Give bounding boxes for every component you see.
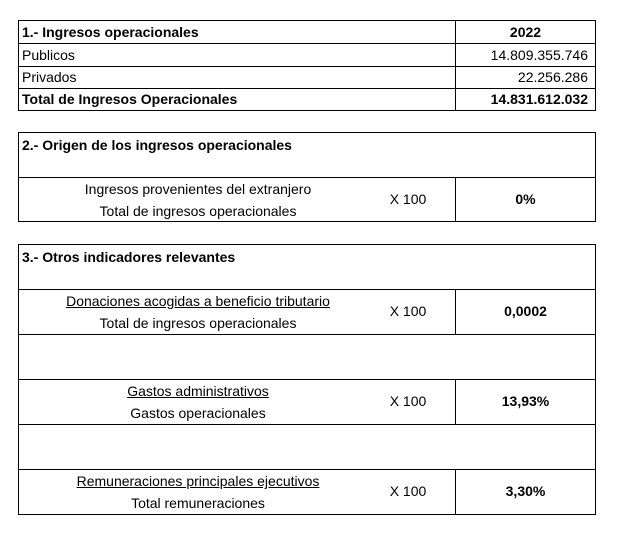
donaciones-value: 0,0002	[504, 303, 547, 319]
total-label: Total de Ingresos Operacionales	[22, 91, 238, 107]
remuneraciones-multiplier: X 100	[389, 483, 427, 499]
indicadores-table-row-divider	[18, 334, 596, 335]
row-label-publicos: Publicos	[22, 47, 75, 63]
indicadores-title: 3.- Otros indicadores relevantes	[22, 249, 236, 265]
donaciones-numerator	[18, 290, 378, 312]
gastos-numerator	[18, 380, 378, 402]
origen-denominator: Total de ingresos operacionales	[99, 203, 297, 219]
gastos-value: 13,93%	[501, 393, 550, 409]
remuneraciones-value: 3,30%	[505, 483, 546, 499]
row-value-publicos: 14.809.355.746	[490, 47, 588, 63]
remuneraciones-numerator-text: Remuneraciones principales ejecutivos	[76, 473, 320, 489]
origen-value: 0%	[515, 191, 536, 207]
row-value-privados: 22.256.286	[517, 69, 588, 85]
gastos-denominator: Gastos operacionales	[130, 405, 266, 421]
origen-title: 2.- Origen de los ingresos operacionales	[22, 137, 292, 153]
donaciones-numerator-text: Donaciones acogidas a beneficio tributario	[66, 293, 330, 309]
indicadores-table-row-divider	[18, 424, 596, 425]
origen-numerator: Ingresos provenientes del extranjero	[84, 181, 312, 197]
origen-multiplier: X 100	[389, 191, 427, 207]
gastos-multiplier: X 100	[389, 393, 427, 409]
donaciones-denominator: Total de ingresos operacionales	[99, 315, 297, 331]
year-header: 2022	[509, 24, 542, 40]
donaciones-multiplier: X 100	[389, 303, 427, 319]
remuneraciones-denominator: Total remuneraciones	[131, 495, 265, 511]
total-value: 14.831.612.032	[490, 91, 588, 107]
remuneraciones-numerator	[18, 470, 378, 492]
gastos-numerator-text: Gastos administrativos	[127, 383, 269, 399]
row-label-privados: Privados	[22, 69, 77, 85]
ingresos-title: 1.- Ingresos operacionales	[22, 24, 199, 40]
